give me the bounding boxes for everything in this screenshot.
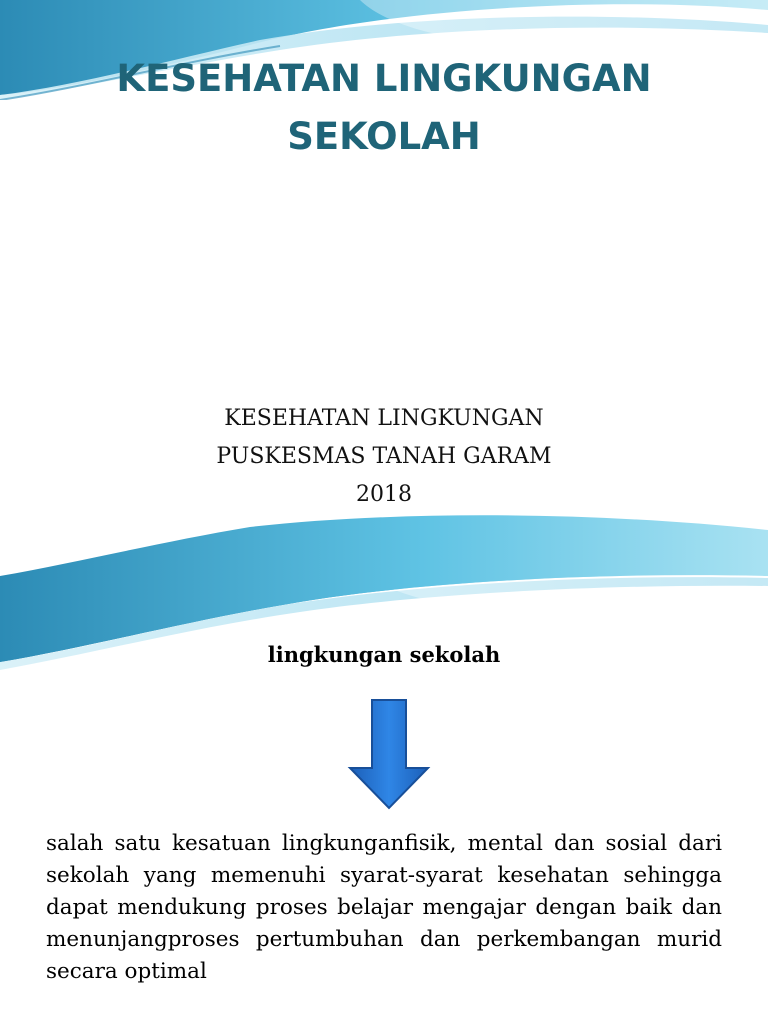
- definition-body: salah satu kesatuan lingkunganfisik, mental dan sosial dari sekolah yang memenuhi syarat-syarat kesehatan sehingga dapat mendukung proses belajar mengajar dengan baik dan menunjangproses pertumbuhan dan perkembangan murid secara optimal: [46, 831, 722, 984]
- slide-subtitle: [0, 400, 768, 512]
- subtitle-line-1: KESEHATAN LINGKUNGAN: [224, 406, 544, 431]
- title-line-2: SEKOLAH: [287, 115, 481, 158]
- down-arrow-icon: [346, 698, 432, 810]
- slide-title-heading: [0, 50, 768, 166]
- subtitle-line-2: PUSKESMAS TANAH GARAM: [216, 444, 552, 469]
- subtitle-line-3: 2018: [356, 482, 412, 507]
- definition-heading: lingkungan sekolah: [267, 642, 501, 667]
- title-line-1: KESEHATAN LINGKUNGAN: [116, 57, 652, 100]
- slide-definition: [0, 512, 768, 1024]
